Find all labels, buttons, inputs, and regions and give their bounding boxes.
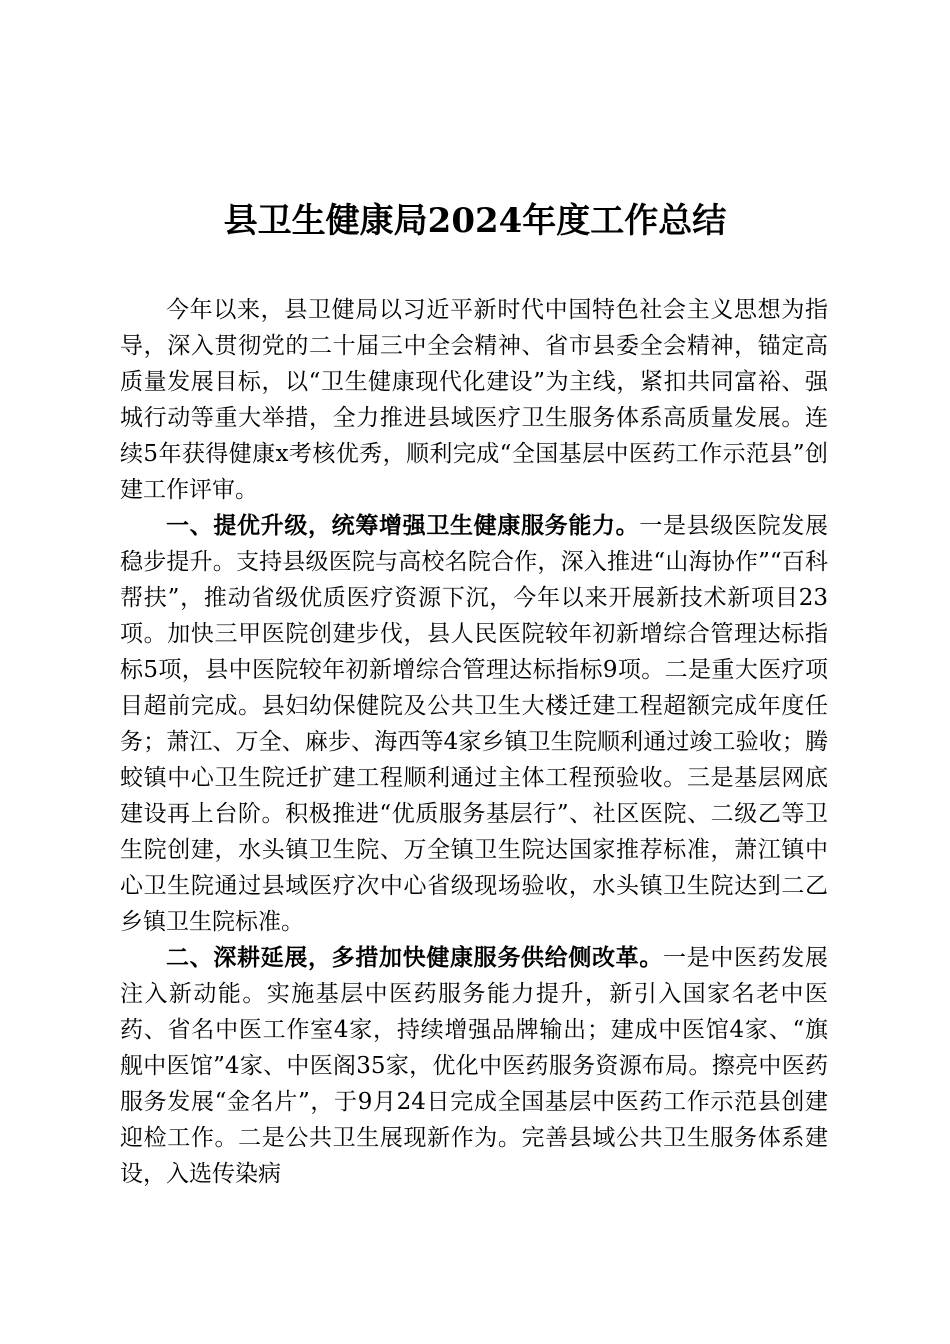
paragraph-text: 今年以来，县卫健局以习近平新时代中国特色社会主义思想为指导，深入贯彻党的二十届三中全会精神、省市县委全会精神，锚定高质量发展目标，以“卫生健康现代化建设”为主线，紧扣共同富裕、强城行动等重大举措，全力推进县域医疗卫生服务体系高质量发展。连续5年获得健康x考核优秀，顺利完成“全国基层中医药工作示范县”创建工作评审。 bbox=[120, 297, 828, 503]
document-body bbox=[120, 292, 828, 1192]
section-two-heading: 二、深耕延展，多措加快健康服务供给侧改革。 bbox=[166, 944, 663, 971]
section-one-heading: 一、提优升级，统筹增强卫生健康服务能力。 bbox=[166, 512, 640, 539]
section-two-paragraph bbox=[120, 940, 828, 1192]
section-one-paragraph bbox=[120, 508, 828, 940]
paragraph-text: 一是县级医院发展稳步提升。支持县级医院与高校名院合作，深入推进“山海协作”“百科帮扶”，推动省级优质医疗资源下沉，今年以来开展新技术新项目23项。加快三甲医院创建步伐，县人民医院较年初新增综合管理达标指标5项，县中医院较年初新增综合管理达标指标9项。二是重大医疗项目超前完成。县妇幼保健院及公共卫生大楼迁建工程超额完成年度任务；萧江、万全、麻步、海西等4家乡镇卫生院顺利通过竣工验收；腾蛟镇中心卫生院迁扩建工程顺利通过主体工程预验收。三是基层网底建设再上台阶。积极推进“优质服务基层行”、社区医院、二级乙等卫生院创建，水头镇卫生院、万全镇卫生院达国家推荐标准，萧江镇中心卫生院通过县域医疗次中心省级现场验收，水头镇卫生院达到二乙乡镇卫生院标准。 bbox=[120, 513, 829, 935]
paragraph-text: 一是中医药发展注入新动能。实施基层中医药服务能力提升，新引入国家名老中医药、省名中医工作室4家，持续增强品牌输出；建成中医馆4家、“旗舰中医馆”4家、中医阁35家，优化中医药服务资源布局。擦亮中医药服务发展“金名片”，于9月24日完成全国基层中医药工作示范县创建迎检工作。二是公共卫生展现新作为。完善县域公共卫生服务体系建设，入选传染病 bbox=[120, 945, 829, 1187]
document-title: 县卫生健康局2024年度工作总结 bbox=[223, 201, 727, 241]
intro-paragraph bbox=[120, 292, 828, 508]
